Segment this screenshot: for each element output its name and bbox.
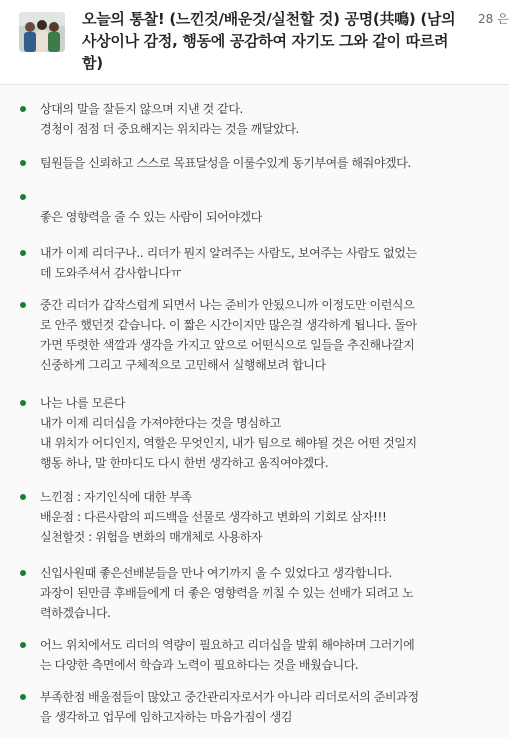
- comment-text: [40, 295, 500, 375]
- comment-text: [40, 687, 500, 727]
- post-title-line-3: 함): [82, 54, 103, 72]
- comment-line: 느낀점 : 자기인식에 대한 부족: [40, 490, 192, 504]
- bullet-icon: [20, 194, 26, 200]
- comment-text: [40, 99, 500, 139]
- bullet-icon: [20, 302, 26, 308]
- comment-line: 중간 리더가 갑작스럽게 되면서 나는 준비가 안됬으니까 이정도만 이런식으: [40, 298, 415, 312]
- comment-text: [40, 187, 500, 227]
- comment-line: 을 생각하고 업무에 임하고자하는 마음가짐이 생김: [40, 710, 293, 724]
- comment-line: 내가 이제 리더구나.. 리더가 뭔지 알려주는 사람도, 보여주는 사람도 없었는: [40, 246, 417, 260]
- comment-line: 배운점 : 다른사람의 피드백을 선물로 생각하고 변화의 기회로 삼자!!!: [40, 510, 387, 524]
- comment-text: [40, 153, 500, 173]
- comment-text: [40, 393, 500, 473]
- comment-line: 내가 이제 리더십을 가져야한다는 것을 명심하고: [40, 416, 281, 430]
- comment-line: 상대의 말을 잘듣지 않으며 지낸 것 같다.: [40, 102, 243, 116]
- comment-line: 로 안주 했던것 같습니다. 이 짧은 시간이지만 많은걸 생각하게 됩니다. 돌아: [40, 318, 417, 332]
- comment-line: 행동 하나, 말 한마디도 다시 한번 생각하고 움직여야겠다.: [40, 456, 329, 470]
- comment-line: 좋은 영향력을 줄 수 있는 사람이 되어야겠다: [40, 210, 262, 224]
- comment-line: 신중하게 그리고 구체적으로 고민해서 실행해보려 합니다: [40, 358, 326, 372]
- comment-line: 경청이 점점 더 중요해지는 위치라는 것을 깨달았다.: [40, 122, 299, 136]
- comment-line: 어느 위치에서도 리더의 역량이 필요하고 리더십을 발휘 해야하며 그러기에: [40, 638, 415, 652]
- comment-line: 부족한점 배울점들이 많았고 중간관리자로서가 아니라 리더로서의 준비과정: [40, 690, 419, 704]
- post-title-line-2: 사상이나 감정, 행동에 공감하여 자기도 그와 같이 따르려: [82, 32, 449, 50]
- comment-line: 신입사원때 좋은선배분들을 만나 여기까지 올 수 있었다고 생각합니다.: [40, 566, 392, 580]
- comment-line: 는 다양한 측면에서 학습과 노력이 필요하다는 것을 배웠습니다.: [40, 658, 359, 672]
- post-header: [0, 0, 509, 85]
- bullet-icon: [20, 250, 26, 256]
- bullet-icon: [20, 494, 26, 500]
- comment-line: [40, 187, 500, 207]
- comment-line: 내 위치가 어디인지, 역할은 무엇인지, 내가 팀으로 해야될 것은 어떤 것일지: [40, 436, 417, 450]
- bullet-icon: [20, 160, 26, 166]
- comment-line: 실천할것 : 위험을 변화의 매개체로 사용하자: [40, 530, 263, 544]
- bullet-icon: [20, 642, 26, 648]
- comment-line: 나는 나를 모른다: [40, 396, 126, 410]
- bullet-icon: [20, 400, 26, 406]
- bullet-icon: [20, 694, 26, 700]
- comment-text: [40, 487, 500, 547]
- comment-line: 과장이 된만큼 후배들에게 더 좋은 영향력을 끼칠 수 있는 선배가 되려고 노: [40, 586, 414, 600]
- comment-line: 력하겠습니다.: [40, 606, 111, 620]
- comment-text: [40, 563, 500, 623]
- bullet-icon: [20, 570, 26, 576]
- comment-text: [40, 243, 500, 283]
- group-photo-image: [19, 12, 65, 52]
- post-thumbnail[interactable]: [19, 12, 65, 52]
- bullet-icon: [20, 106, 26, 112]
- post-title: [82, 8, 482, 74]
- comment-line: 데 도와주셔서 감사합니다ㅠ: [40, 266, 182, 280]
- post-title-line-1: 오늘의 통찰! (느낀것/배운것/실천할 것) 공명(共鳴) (남의: [82, 10, 456, 28]
- comment-line: 팀원들을 신뢰하고 스스로 목표달성을 이룰수있게 동기부여를 해줘야겠다.: [40, 156, 411, 170]
- comment-line: 가면 뚜렷한 색깔과 생각을 가지고 앞으로 어떤식으로 일들을 추진해나갈지: [40, 338, 415, 352]
- comment-list: [0, 85, 509, 738]
- comment-text: [40, 635, 500, 675]
- post-meta: 28 은: [478, 12, 509, 26]
